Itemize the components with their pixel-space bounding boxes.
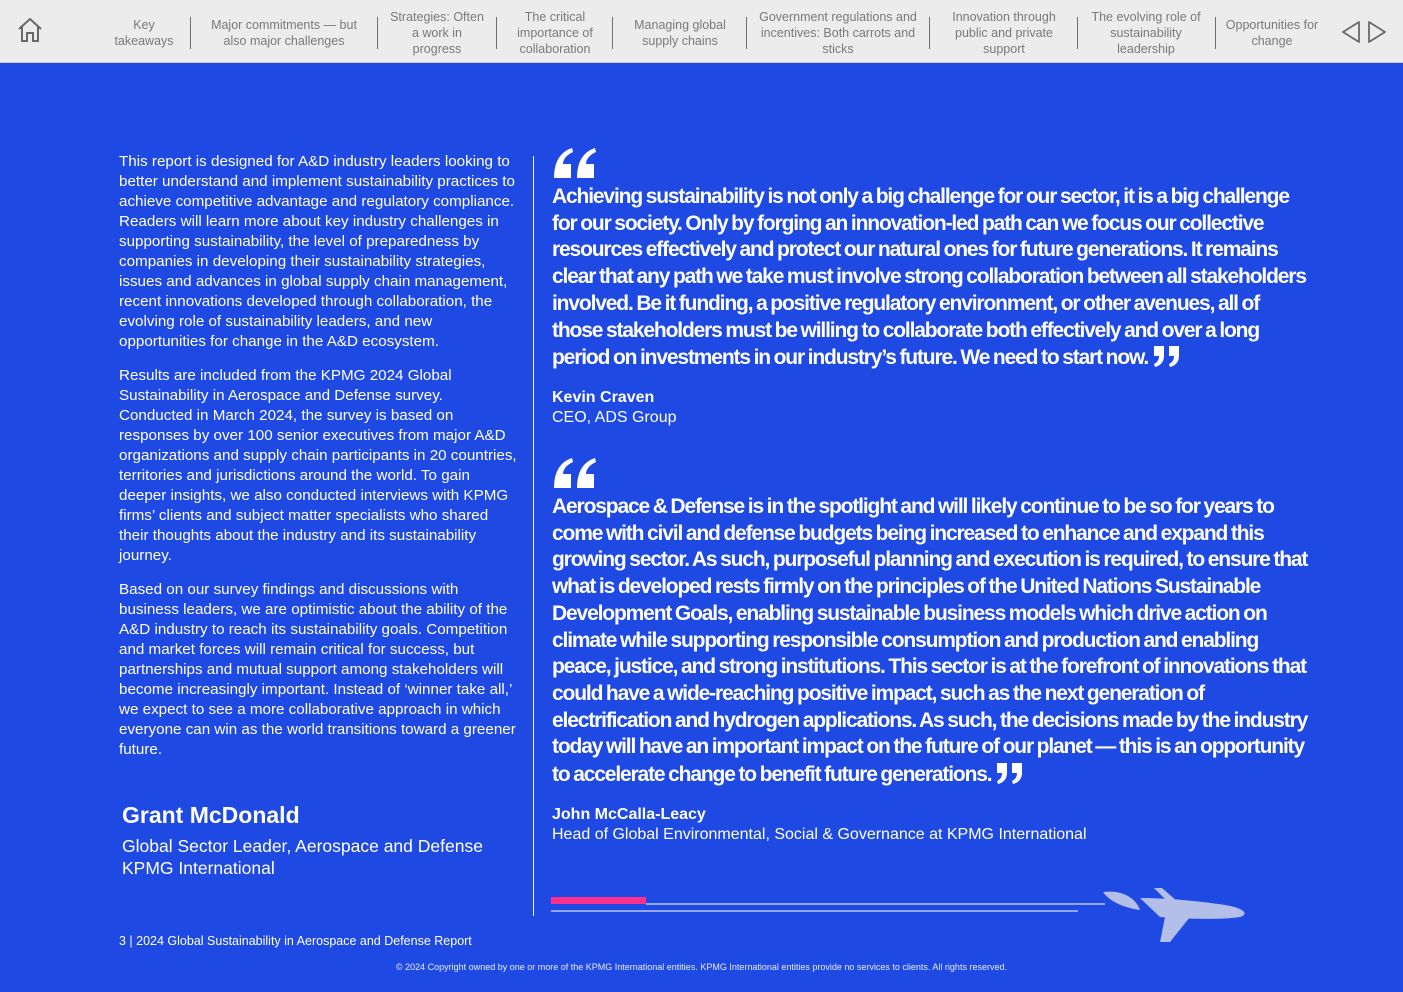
nav-separator [612,17,613,49]
nav-tab-key-takeaways[interactable] [102,9,186,57]
nav-separator [1215,17,1216,49]
nav-tab-label: The evolving role of sustainability leadership [1091,10,1201,56]
nav-tab-opportunities[interactable] [1224,9,1320,57]
nav-separator [929,17,930,49]
nav-separator [496,17,497,49]
nav-tab-label: The critical importance of collaboration [517,10,593,56]
nav-tab-strategies[interactable] [386,9,488,57]
nav-tab-innovation[interactable] [940,9,1068,57]
author-role-title: Global Sector Leader, Aerospace and Defense [122,836,483,856]
quote-john-mccalla-leacy [552,456,1312,845]
intro-paragraph: Based on our survey findings and discussions with business leaders, we are optimistic about the ability of the A&D industry to reach its sustainability goals. Competition and market forces will remain critical for success, but partnerships and mutual support among stakeholders will become increasingly important. Instead of ‘winner take all,’ we expect to see a more collaborative approach in which everyone can win as the world transitions toward a greener future. [119,581,516,758]
nav-tab-label: Key takeaways [114,18,174,48]
nav-separator [1077,17,1078,49]
quote-body: Aerospace & Defense is in the spotlight and will likely continue to be so for years to come with civil and defense budgets being increased to enhance and expand this growing sector. As such, purposeful planning and execution is required, to ensure that what is developed rests firmly on the principles of the United Nations Sustainable Development Goals, enabling sustainable business models which drive action on climate while supporting responsible consumption and production and enabling peace, justice, and strong institutions. This sector is at the forefront of innovations that could have a wide-reaching positive impact, such as the next generation of electrification and hydrogen applications. As such, the decisions made by the industry today will have an important impact on the future of our planet — this is an opportunity to accelerate change to benefit future generations. [552,495,1308,787]
home-button[interactable] [16,16,44,44]
airplane-decoration [550,884,1250,948]
accent-bar [551,897,646,904]
close-quote-icon [1152,344,1182,368]
quote-text [552,184,1312,372]
quote-text [552,494,1312,789]
nav-tab-label: Opportunities for change [1225,18,1319,48]
quote-body: Achieving sustainability is not only a big challenge for our sector, it is a big challenge for our society. Only by forging an innovation-led path can we focus our collective resources effectively and protect our natural ones for future generations. It remains clear that any path we take must involve strong collaboration between all stakeholders involved. Be it funding, a positive regulatory environment, or other avenues, all of those stakeholders must be willing to collaborate both effectively and over a long period on investments in our industry’s future. We need to start now. [552,185,1306,370]
quote-author-title: Head of Global Environmental, Social & Governance at KPMG International [552,825,1087,843]
author-name: Grant McDonald [122,802,300,828]
home-icon [16,16,44,44]
nav-tab-supply-chains[interactable] [624,9,736,57]
author-organization: KPMG International [122,858,275,878]
close-quote-icon [995,761,1025,785]
airplane-icon [1103,888,1245,942]
nav-tab-government-regulations[interactable] [758,9,918,57]
quote-author-name: Kevin Craven [552,388,655,406]
nav-tab-label: Government regulations and incentives: Both carrots and sticks [759,10,917,56]
quote-author-title: CEO, ADS Group [552,408,677,426]
quote-author-name: John McCalla-Leacy [552,805,706,823]
page-reference: 3 | 2024 Global Sustainability in Aerospace and Defense Report [119,934,472,948]
open-quote-icon [552,146,598,180]
arrow-left-icon [1340,20,1362,44]
nav-tab-label: Strategies: Often a work in progress [390,10,484,56]
nav-tab-sustainability-leadership[interactable] [1088,9,1204,57]
nav-separator [746,17,747,49]
top-navigation [0,0,1403,63]
copyright-notice: © 2024 Copyright owned by one or more of the KPMG International entities. KPMG International entities provide no services to clients. All rights reserved. [396,962,1007,972]
quote-kevin-craven [552,146,1312,428]
nav-tab-label: Major commitments — but also major challenges [211,18,357,48]
column-divider [533,156,534,916]
previous-page-button[interactable] [1340,20,1362,44]
next-page-button[interactable] [1366,20,1388,44]
nav-tab-major-commitments[interactable] [202,9,366,57]
intro-paragraph: Results are included from the KPMG 2024 Global Sustainability in Aerospace and Defense survey. Conducted in March 2024, the survey is based on responses by over 100 senior executives from major A&D organizations and supply chain participants in 20 countries, territories and jurisdictions around the world. To gain deeper insights, we also conducted interviews with KPMG firms’ clients and subject matter specialists who shared their thoughts about the industry and its sustainability journey. [119,367,517,564]
arrow-right-icon [1366,20,1388,44]
nav-tab-label: Managing global supply chains [634,18,726,48]
author-role [122,835,522,879]
open-quote-icon [552,456,598,490]
nav-separator [190,17,191,49]
nav-tab-label: Innovation through public and private support [952,10,1056,56]
nav-tab-collaboration[interactable] [506,9,604,57]
nav-separator [377,17,378,49]
intro-paragraph: This report is designed for A&D industry leaders looking to better understand and implement sustainability practices to achieve competitive advantage and regulatory compliance. Readers will learn more about key industry challenges in supporting sustainability, the level of preparedness by companies in developing their sustainability strategies, issues and advances in global supply chain management, recent innovations developed through collaboration, the evolving role of sustainability leaders, and new opportunities for change in the A&D ecosystem. [119,153,515,350]
introduction-text [119,152,519,774]
